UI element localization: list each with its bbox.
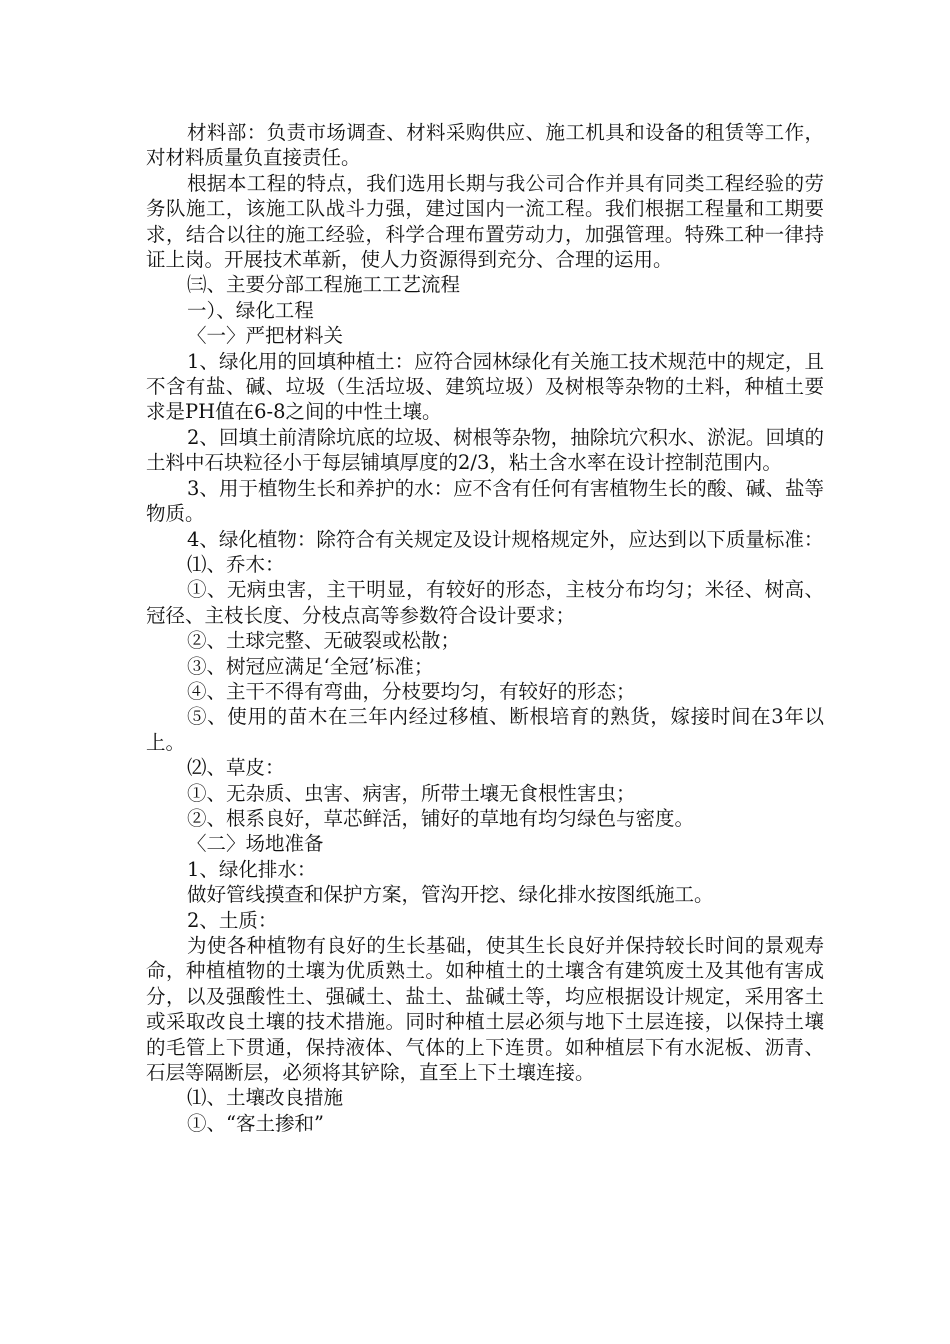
paragraph-materials-dept: 材料部：负责市场调查、材料采购供应、施工机具和设备的租赁等工作，对材料质量负直接责任。 <box>146 121 824 170</box>
section-heading-process: ㈢、主要分部工程施工工艺流程 <box>187 273 461 297</box>
list-item: ①、无杂质、虫害、病害，所带土壤无食根性害虫； <box>187 781 636 805</box>
list-item: ①、无病虫害，主干明显，有较好的形态，主枝分布均匀；米径、树高、冠径、主枝长度、分枝点高等参数符合设计要求； <box>146 578 824 627</box>
list-item: ②、根系良好，草芯鲜活，铺好的草地有均匀绿色与密度。 <box>187 806 695 830</box>
document-body <box>146 120 824 1136</box>
list-item: ①、“客土掺和” <box>187 1111 324 1135</box>
list-item: 4、绿化植物：除符合有关规定及设计规格规定外，应达到以下质量标准： <box>187 527 824 551</box>
subheading-soil-improvement: ⑴、土壤改良措施 <box>187 1086 344 1110</box>
subheading-soil: 2、土质： <box>187 908 278 932</box>
paragraph-labor-team: 根据本工程的特点，我们选用长期与我公司合作并具有同类工程经验的劳务队施工，该施工队战斗力强，建过国内一流工程。我们根据工程量和工期要求，结合以往的施工经验，科学合理布置劳动力，加强管理。特殊工种一律持证上岗。开展技术革新，使人力资源得到充分、合理的运用。 <box>146 171 824 272</box>
paragraph-soil: 为使各种植物有良好的生长基础，使其生长良好并保持较长时间的景观寿命，种植植物的土壤为优质熟土。如种植土的土壤含有建筑废土及其他有害成分，以及强酸性土、强碱土、盐土、盐碱土等，均应根据设计规定，采用客土或采取改良土壤的技术措施。同时种植土层必须与地下土层连接，以保持土壤的毛管上下贯通，保持液体、气体的上下连贯。如种植层下有水泥板、沥青、石层等隔断层，必须将其铲除，直至上下土壤连接。 <box>146 934 824 1085</box>
list-item: ③、树冠应满足‘全冠’标准； <box>187 654 434 678</box>
subheading-turf: ⑵、草皮： <box>187 756 285 780</box>
subsection-heading-materials: 〈一〉严把材料关 <box>187 324 344 348</box>
list-item: ④、主干不得有弯曲，分枝要均匀，有较好的形态； <box>187 679 636 703</box>
list-item: ②、土球完整、无破裂或松散； <box>187 629 461 653</box>
list-item: 1、绿化用的回填种植土：应符合园林绿化有关施工技术规范中的规定，且不含有盐、碱、垃圾（生活垃圾、建筑垃圾）及树根等杂物的土料，种植土要求是PH值在6-8之间的中性土壤。 <box>146 349 824 424</box>
subheading-drainage: 1、绿化排水： <box>187 857 317 881</box>
list-item: 3、用于植物生长和养护的水：应不含有任何有害植物生长的酸、碱、盐等物质。 <box>146 476 824 526</box>
section-heading-greening: 一）、绿化工程 <box>187 298 314 322</box>
paragraph-drainage: 做好管线摸查和保护方案，管沟开挖、绿化排水按图纸施工。 <box>187 883 714 907</box>
subsection-heading-site-prep: 〈二〉场地准备 <box>187 832 324 856</box>
list-item: ⑤、使用的苗木在三年内经过移植、断根培育的熟货，嫁接时间在3年以上。 <box>146 705 824 754</box>
subheading-trees: ⑴、乔木： <box>187 552 285 576</box>
list-item: 2、回填土前清除坑底的垃圾、树根等杂物，抽除坑穴积水、淤泥。回填的土料中石块粒径小于每层铺填厚度的2/3，粘土含水率在设计控制范围内。 <box>146 425 824 475</box>
